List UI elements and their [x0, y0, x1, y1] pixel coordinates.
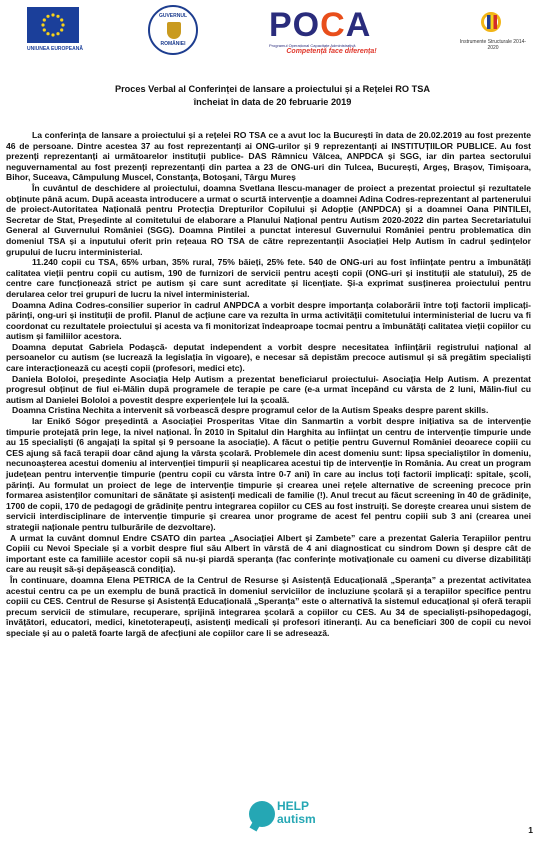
structural-instruments-icon: [476, 7, 506, 37]
coat-of-arms-icon: [167, 22, 181, 39]
paragraph-prosperitas: Iar Enikő Sógor președintă a Asociației Prosperitas Vitae din Sanmartin a vorbit despre inițiativa sa de intervenție timpurie protejată prin lege, la nivel național. În 2010 în Spitalul din Harghita au înființat un centru de intervenție timpurie unde au 15 specialiști (6 angajați la spital și 9 persoane la asociație). A făcut o petiție pentru Guvernul României deoarece copiii cu CES ajung să facă terapii doar când ajung la vârsta școlară. Problemele din acest domeniu sunt: lipsa specialiștilor în domeniu, necunoașterea acestui domeniu al intervenției timpurii și neaplicarea acestui tip de intervenție în România. Au creat un program județean pentru intervenție timpurie (pentru copii cu vârsta între 0-7 ani) în care au inclus toți factorii implicați: spitale, școli, părinți. Au formulat un proiect de lege de intervenție timpurie și crearea unei rețele alternative de screening precoce prin formarea asistenților comunitari de sănătate și asistenți medicali de familie (!). Anul trecut au făcut screening în 40 de grădinițe, 1700 de copii, 170 de pedagogi de grădinițe pentru integrarea copiilor cu CES au fost instruiți. Se dorește crearea unui sistem de servicii interdisciplinare de intervenție timpurie și crearea unor programe de acest fel pentru copiii sub 3 ani (crearea unei strategii naționale pentru tulburările de dezvoltare).: [6, 416, 531, 532]
structural-instruments-text: Instrumente Structurale 2014-2020: [459, 39, 527, 51]
poca-subtitle: Programul Operațional Capacitate Administrativă: [269, 43, 356, 48]
government-logo: [148, 5, 202, 59]
gov-bottom-text: ROMÂNIEI: [160, 41, 186, 47]
paragraph-opening-speech: În cuvântul de deschidere al proiectului, doamna Svetlana Ilescu-manager de proiect a prezentat proiectul și rezultatele obținute până acum. După aceasta introducere a urmat o scurtă intervenție a doamnei Adina Codres-reprezentant al partenerului de proiect-Autoritatea Națională pentru Protecția Drepturilor Copilului și Adopție (ANPDCA) și a doamnei Oana PINTILEI, Secretar de Stat, Președinte al comitetului de elaborare a Planului Național pentru Autism 2020-2022 din partea Secretariatului General al Guvernului României (SGG). Doamna Pintilei a punctat interesul Guvernului României pentru problematica din domeniul TSA și a inputului oferit prin rețeaua RO TSA de către reprezentanții Asociației Help Autism în cadrul ședințelor grupului de lucru interministerial.: [6, 182, 531, 257]
eu-logo: [27, 7, 81, 52]
paragraph-albert: A urmat la cuvânt domnul Endre CSATO din partea „Asociației Albert și Zambete” care a prezentat Galeria Terapiilor pentru Copiii cu Nevoi Speciale și a vorbit despre fiul său Albert în vârstă de 4 ani diagnosticat cu sindrom Down și despre cât de important este ca familiile acestor copii să nu-și piardă speranța (fac conferințe motivaționale cu oameni cu diverse dizabilități care au reușit să-și depășească condiția).: [6, 532, 531, 575]
paragraph-help-autism: Daniela Bololoi, președinte Asociația Help Autism a prezentat beneficiarul proiectului- Asociația Help Autism. A prezentat progresul obținut de fiul ei-Mălin după programele de terapie pe care (e-a urmat începând cu vârsta de 2 luni, Mălin-fiul cu autism al Danielei Bololoi a povestit despre experiențele lui la școală.: [6, 373, 531, 405]
page-number: 1: [528, 825, 533, 835]
structural-instruments-logo: [458, 7, 528, 67]
paragraph-statistics: 11.240 copii cu TSA, 65% urban, 35% rural, 75% băieți, 25% fete. 540 de ONG-uri au fost înființate pentru a îmbunătăți calitatea vieții pentru copii cu autism, 190 de furnizori de servicii pentru acești copii (ONG-uri și instituții ale statului), 25 de centre care funcționează strict pe autism și care sunt acreditate și licențiate. Și-a exprimat susținerea proiectului pentru derularea celor trei grupuri de lucru la nivel interministerial.: [6, 257, 531, 299]
poca-tagline: Competență face diferența!: [286, 48, 377, 55]
title-line-2: încheiat în data de 20 februarie 2019: [193, 97, 352, 107]
paragraph-anpdca: Doamna Adina Codres-consilier superior în cadrul ANPDCA a vorbit despre importanța colaborării între toți factorii implicați-părinți, ong-uri și instituții de profil. Planul de acțiune care va rezulta în urma activității comitetului interministerial de lucru va fi coordonat cu rezultatele proiectului și acesta va fi monitorizat îndeaproape tocmai pentru a îmbunătăți calitatea vieții copiilor cu autism și familiilor acestora.: [6, 299, 531, 342]
paragraph-speranta: În continuare, doamna Elena PETRICA de la Centrul de Resurse și Asistență Educațională „Speranța” a prezentat activitatea acestui centru ca pe un exemplu de bună practică în domeniul serviciilor de incluziune școlară și a terapiilor specifice pentru copiii cu CES. Centrul de Resurse și Asistență Educațională „Speranța” este o alternativă la sistemul educațional și oferă terapii precum servicii de stimulare, recuperare, sprijină integrarea școlară a copiilor cu CES. Au 34 de specialiști-psihopedagogi, învățători, educatori, medici, kinetoterapeuți, asistenți medicali și profesori itineranți. Au ca beneficiari 300 de copii cu nevoi speciale și au o paletă foarte largă de afecțiuni ale copiilor care li se adresează.: [6, 574, 531, 638]
government-seal-icon: [148, 5, 198, 55]
title-line-1: Proces Verbal al Conferinței de lansare a proiectului și a Rețelei RO TSA: [114, 84, 431, 94]
paragraph-deputy: Doamna deputat Gabriela Podașcă- deputat independent a vorbit despre necesitatea înființării registrului național al persoanelor cu autism (se lucrează la legislația în vigoare), e necesar să depistăm precoce autismul și să pregătim specialiști care interacționează cu acești copii (profesori, medici etc).: [6, 341, 531, 374]
poca-wordmark: [269, 7, 394, 43]
paragraph-intro: La conferința de lansare a proiectului și a rețelei RO TSA ce a avut loc la București în data de 20.02.2019 au fost prezente 46 de persoane. Dintre acestea 37 au fost reprezentanți ai ONG-urilor și 9 reprezentanți ai INSTITUȚIILOR PUBLICE. Au fost prezenți reprezentanți ai următoarelor instituții publice- DAS Râmnicu Vâlcea, ANPDCA și SGG, iar din partea sectorului neguvernamental au fost prezenți reprezentanți din partea a 23 de ONG-uri din Tulcea, București, Argeș, Brașov, Timișoara, Bihor, Suceava, Câmpulung Muscel, Constanța, Botoșani, Târgu Mureș: [6, 130, 531, 183]
help-logo-line1: HELP: [277, 799, 310, 813]
header-logos: [0, 5, 545, 67]
poca-word-part3: A: [345, 6, 372, 44]
document-title: [0, 83, 545, 109]
eu-flag-icon: [27, 7, 79, 43]
gov-top-text: GUVERNUL: [158, 13, 188, 19]
poca-word-part2: C: [320, 6, 346, 44]
paragraph-autism-speaks: Doamna Cristina Nechita a intervenit să vorbească despre programul celor de la Autism Speaks despre parent skills.: [12, 405, 489, 416]
help-autism-logo: [249, 798, 316, 834]
document-body: [6, 130, 531, 639]
eu-caption: UNIUNEA EUROPEANĂ: [27, 46, 83, 52]
help-logo-line2: autism: [277, 812, 316, 826]
poca-word-part1: PO: [269, 6, 321, 44]
speech-bubble-icon: [249, 801, 275, 827]
poca-logo: [269, 7, 394, 65]
